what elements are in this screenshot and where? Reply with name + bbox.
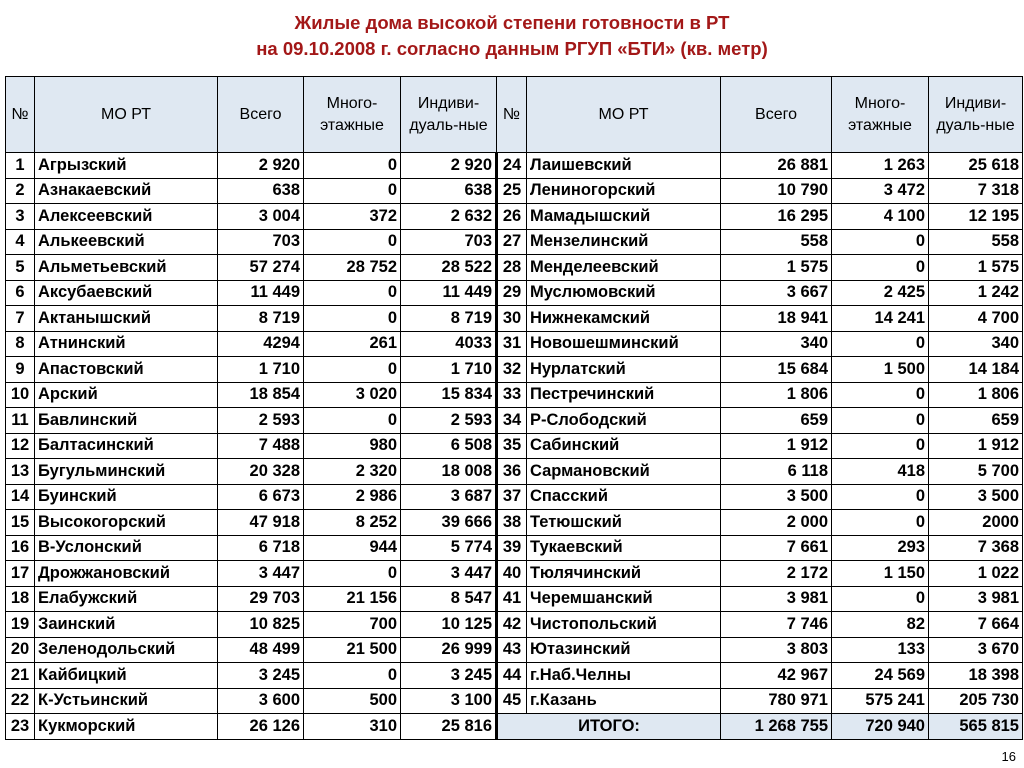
- total-value: 16 295: [721, 204, 832, 230]
- district-name: Бавлинский: [35, 408, 218, 434]
- multi-value: 944: [304, 535, 401, 561]
- district-name: Альметьевский: [35, 255, 218, 281]
- multi-value: 2 425: [832, 280, 929, 306]
- header-total: Всего: [721, 77, 832, 153]
- table-row: [6, 535, 1023, 561]
- table-row: [6, 561, 1023, 587]
- total-value: 638: [218, 178, 304, 204]
- total-value: 2 920: [218, 153, 304, 179]
- indiv-value: 3 981: [929, 586, 1023, 612]
- district-name: Сабинский: [527, 433, 721, 459]
- indiv-value: 3 100: [401, 688, 497, 714]
- multi-value: 261: [304, 331, 401, 357]
- total-value: 29 703: [218, 586, 304, 612]
- row-number: 18: [6, 586, 35, 612]
- total-value: 10 825: [218, 612, 304, 638]
- total-value: 340: [721, 331, 832, 357]
- grand-indiv-value: 565 815: [929, 714, 1023, 740]
- header-no: №: [497, 77, 527, 153]
- indiv-value: 10 125: [401, 612, 497, 638]
- indiv-value: 5 774: [401, 535, 497, 561]
- indiv-value: 659: [929, 408, 1023, 434]
- table-row: [6, 357, 1023, 383]
- row-number: 11: [6, 408, 35, 434]
- total-value: 20 328: [218, 459, 304, 485]
- table-row: [6, 612, 1023, 638]
- district-name: Р-Слободский: [527, 408, 721, 434]
- total-value: 6 718: [218, 535, 304, 561]
- row-number: 5: [6, 255, 35, 281]
- multi-value: 1 150: [832, 561, 929, 587]
- indiv-value: 703: [401, 229, 497, 255]
- table-row: [6, 229, 1023, 255]
- total-value: 659: [721, 408, 832, 434]
- indiv-value: 8 547: [401, 586, 497, 612]
- multi-value: 0: [304, 153, 401, 179]
- row-number: 1: [6, 153, 35, 179]
- multi-value: 0: [832, 510, 929, 536]
- total-value: 2 000: [721, 510, 832, 536]
- multi-value: 575 241: [832, 688, 929, 714]
- district-name: Дрожжановский: [35, 561, 218, 587]
- row-number: 17: [6, 561, 35, 587]
- row-number: 19: [6, 612, 35, 638]
- district-name: Тюлячинский: [527, 561, 721, 587]
- table-row: [6, 204, 1023, 230]
- multi-value: 0: [304, 280, 401, 306]
- row-number: 45: [497, 688, 527, 714]
- row-number: 2: [6, 178, 35, 204]
- total-value: 3 667: [721, 280, 832, 306]
- row-number: 10: [6, 382, 35, 408]
- total-value: 6 673: [218, 484, 304, 510]
- row-number: 34: [497, 408, 527, 434]
- row-number: 15: [6, 510, 35, 536]
- header-row: [6, 77, 1023, 153]
- table-row: [6, 459, 1023, 485]
- row-number: 27: [497, 229, 527, 255]
- title-line-2: на 09.10.2008 г. согласно данным РГУП «БТИ» (кв. метр): [256, 38, 768, 59]
- multi-value: 8 252: [304, 510, 401, 536]
- multi-value: 0: [832, 433, 929, 459]
- indiv-value: 1 022: [929, 561, 1023, 587]
- district-name: Арский: [35, 382, 218, 408]
- total-value: 3 447: [218, 561, 304, 587]
- multi-value: 0: [832, 586, 929, 612]
- multi-value: 0: [832, 255, 929, 281]
- district-name: Ютазинский: [527, 637, 721, 663]
- header-mo: МО РТ: [527, 77, 721, 153]
- indiv-value: 2 632: [401, 204, 497, 230]
- total-value: 26 881: [721, 153, 832, 179]
- district-name: г.Наб.Челны: [527, 663, 721, 689]
- multi-value: 133: [832, 637, 929, 663]
- district-name: Буинский: [35, 484, 218, 510]
- header-indiv: Индиви-дуаль-ные: [929, 77, 1023, 153]
- title-line-1: Жилые дома высокой степени готовности в РТ: [294, 12, 730, 33]
- total-value: 3 245: [218, 663, 304, 689]
- district-name: Тетюшский: [527, 510, 721, 536]
- row-number: 9: [6, 357, 35, 383]
- row-number: 24: [497, 153, 527, 179]
- district-name: Нижнекамский: [527, 306, 721, 332]
- total-value: 26 126: [218, 714, 304, 740]
- indiv-value: 340: [929, 331, 1023, 357]
- district-name: Заинский: [35, 612, 218, 638]
- multi-value: 0: [832, 229, 929, 255]
- indiv-value: 25 816: [401, 714, 497, 740]
- indiv-value: 25 618: [929, 153, 1023, 179]
- indiv-value: 8 719: [401, 306, 497, 332]
- multi-value: 0: [304, 663, 401, 689]
- row-number: 3: [6, 204, 35, 230]
- total-value: 57 274: [218, 255, 304, 281]
- indiv-value: 205 730: [929, 688, 1023, 714]
- header-multi: Много-этажные: [304, 77, 401, 153]
- district-name: Зеленодольский: [35, 637, 218, 663]
- table-row-total: [6, 714, 1023, 740]
- row-number: 31: [497, 331, 527, 357]
- total-value: 8 719: [218, 306, 304, 332]
- indiv-value: 39 666: [401, 510, 497, 536]
- district-name: Кукморский: [35, 714, 218, 740]
- district-name: Новошешминский: [527, 331, 721, 357]
- district-name: Азнакаевский: [35, 178, 218, 204]
- district-name: Пестречинский: [527, 382, 721, 408]
- indiv-value: 1 575: [929, 255, 1023, 281]
- multi-value: 21 500: [304, 637, 401, 663]
- row-number: 40: [497, 561, 527, 587]
- multi-value: 3 472: [832, 178, 929, 204]
- multi-value: 980: [304, 433, 401, 459]
- total-value: 6 118: [721, 459, 832, 485]
- total-value: 3 600: [218, 688, 304, 714]
- indiv-value: 7 664: [929, 612, 1023, 638]
- total-value: 42 967: [721, 663, 832, 689]
- table-row: [6, 586, 1023, 612]
- table-row: [6, 408, 1023, 434]
- district-name: Атнинский: [35, 331, 218, 357]
- indiv-value: 28 522: [401, 255, 497, 281]
- multi-value: 372: [304, 204, 401, 230]
- indiv-value: 18 008: [401, 459, 497, 485]
- indiv-value: 15 834: [401, 382, 497, 408]
- multi-value: 2 320: [304, 459, 401, 485]
- indiv-value: 3 245: [401, 663, 497, 689]
- district-name: Мамадышский: [527, 204, 721, 230]
- total-value: 3 004: [218, 204, 304, 230]
- table-row: [6, 433, 1023, 459]
- district-name: Лениногорский: [527, 178, 721, 204]
- total-value: 558: [721, 229, 832, 255]
- table-row: [6, 306, 1023, 332]
- table-row: [6, 382, 1023, 408]
- table-body: [6, 153, 1023, 740]
- total-value: 2 172: [721, 561, 832, 587]
- indiv-value: 18 398: [929, 663, 1023, 689]
- row-number: 28: [497, 255, 527, 281]
- indiv-value: 1 806: [929, 382, 1023, 408]
- total-value: 7 661: [721, 535, 832, 561]
- table-row: [6, 331, 1023, 357]
- header-mo: МО РТ: [35, 77, 218, 153]
- row-number: 13: [6, 459, 35, 485]
- indiv-value: 12 195: [929, 204, 1023, 230]
- row-number: 6: [6, 280, 35, 306]
- district-name: В-Услонский: [35, 535, 218, 561]
- district-name: Мензелинский: [527, 229, 721, 255]
- multi-value: 82: [832, 612, 929, 638]
- table-row: [6, 153, 1023, 179]
- district-name: г.Казань: [527, 688, 721, 714]
- header-no: №: [6, 77, 35, 153]
- total-value: 2 593: [218, 408, 304, 434]
- total-value: 47 918: [218, 510, 304, 536]
- grand-total-value: 1 268 755: [721, 714, 832, 740]
- indiv-value: 7 368: [929, 535, 1023, 561]
- table-row: [6, 178, 1023, 204]
- multi-value: 0: [832, 382, 929, 408]
- row-number: 38: [497, 510, 527, 536]
- indiv-value: 2 920: [401, 153, 497, 179]
- table-row: [6, 510, 1023, 536]
- indiv-value: 7 318: [929, 178, 1023, 204]
- row-number: 7: [6, 306, 35, 332]
- row-number: 26: [497, 204, 527, 230]
- total-value: 1 710: [218, 357, 304, 383]
- housing-table: [5, 76, 1023, 740]
- district-name: Алексеевский: [35, 204, 218, 230]
- total-value: 1 912: [721, 433, 832, 459]
- total-value: 703: [218, 229, 304, 255]
- header-multi: Много-этажные: [832, 77, 929, 153]
- indiv-value: 3 670: [929, 637, 1023, 663]
- indiv-value: 3 687: [401, 484, 497, 510]
- district-name: Елабужский: [35, 586, 218, 612]
- indiv-value: 638: [401, 178, 497, 204]
- total-value: 7 488: [218, 433, 304, 459]
- grand-multi-value: 720 940: [832, 714, 929, 740]
- total-value: 10 790: [721, 178, 832, 204]
- indiv-value: 1 912: [929, 433, 1023, 459]
- multi-value: 4 100: [832, 204, 929, 230]
- indiv-value: 6 508: [401, 433, 497, 459]
- multi-value: 0: [304, 178, 401, 204]
- multi-value: 1 263: [832, 153, 929, 179]
- total-value: 4294: [218, 331, 304, 357]
- total-value: 18 941: [721, 306, 832, 332]
- indiv-value: 1 242: [929, 280, 1023, 306]
- multi-value: 0: [832, 331, 929, 357]
- district-name: К-Устьинский: [35, 688, 218, 714]
- total-value: 15 684: [721, 357, 832, 383]
- row-number: 33: [497, 382, 527, 408]
- district-name: Спасский: [527, 484, 721, 510]
- row-number: 35: [497, 433, 527, 459]
- row-number: 16: [6, 535, 35, 561]
- row-number: 21: [6, 663, 35, 689]
- district-name: Аксубаевский: [35, 280, 218, 306]
- multi-value: 3 020: [304, 382, 401, 408]
- district-name: Балтасинский: [35, 433, 218, 459]
- indiv-value: 26 999: [401, 637, 497, 663]
- multi-value: 293: [832, 535, 929, 561]
- district-name: Менделеевский: [527, 255, 721, 281]
- total-value: 11 449: [218, 280, 304, 306]
- multi-value: 500: [304, 688, 401, 714]
- indiv-value: 558: [929, 229, 1023, 255]
- total-value: 1 806: [721, 382, 832, 408]
- indiv-value: 4 700: [929, 306, 1023, 332]
- table-row: [6, 484, 1023, 510]
- row-number: 22: [6, 688, 35, 714]
- header-total: Всего: [218, 77, 304, 153]
- row-number: 4: [6, 229, 35, 255]
- indiv-value: 3 500: [929, 484, 1023, 510]
- district-name: Апастовский: [35, 357, 218, 383]
- multi-value: 310: [304, 714, 401, 740]
- row-number: 44: [497, 663, 527, 689]
- total-value: 7 746: [721, 612, 832, 638]
- row-number: 37: [497, 484, 527, 510]
- total-value: 1 575: [721, 255, 832, 281]
- district-name: Тукаевский: [527, 535, 721, 561]
- multi-value: 2 986: [304, 484, 401, 510]
- row-number: 32: [497, 357, 527, 383]
- row-number: 20: [6, 637, 35, 663]
- multi-value: 0: [304, 357, 401, 383]
- total-value: 780 971: [721, 688, 832, 714]
- row-number: 41: [497, 586, 527, 612]
- multi-value: 700: [304, 612, 401, 638]
- district-name: Актанышский: [35, 306, 218, 332]
- indiv-value: 11 449: [401, 280, 497, 306]
- total-value: 48 499: [218, 637, 304, 663]
- multi-value: 1 500: [832, 357, 929, 383]
- multi-value: 24 569: [832, 663, 929, 689]
- district-name: Нурлатский: [527, 357, 721, 383]
- multi-value: 0: [832, 484, 929, 510]
- row-number: 42: [497, 612, 527, 638]
- district-name: Высокогорский: [35, 510, 218, 536]
- row-number: 25: [497, 178, 527, 204]
- slide-title: [0, 10, 1024, 62]
- district-name: Бугульминский: [35, 459, 218, 485]
- multi-value: 28 752: [304, 255, 401, 281]
- multi-value: 0: [304, 408, 401, 434]
- multi-value: 0: [832, 408, 929, 434]
- table-row: [6, 688, 1023, 714]
- row-number: 30: [497, 306, 527, 332]
- multi-value: 418: [832, 459, 929, 485]
- indiv-value: 3 447: [401, 561, 497, 587]
- district-name: Кайбицкий: [35, 663, 218, 689]
- district-name: Лаишевский: [527, 153, 721, 179]
- table-row: [6, 637, 1023, 663]
- indiv-value: 5 700: [929, 459, 1023, 485]
- page-number: 16: [1001, 749, 1016, 764]
- multi-value: 21 156: [304, 586, 401, 612]
- multi-value: 0: [304, 229, 401, 255]
- row-number: 29: [497, 280, 527, 306]
- indiv-value: 2 593: [401, 408, 497, 434]
- row-number: 23: [6, 714, 35, 740]
- total-value: 18 854: [218, 382, 304, 408]
- table-row: [6, 663, 1023, 689]
- row-number: 12: [6, 433, 35, 459]
- total-value: 3 981: [721, 586, 832, 612]
- row-number: 8: [6, 331, 35, 357]
- multi-value: 0: [304, 306, 401, 332]
- table-row: [6, 255, 1023, 281]
- indiv-value: 14 184: [929, 357, 1023, 383]
- multi-value: 0: [304, 561, 401, 587]
- row-number: 14: [6, 484, 35, 510]
- total-value: 3 803: [721, 637, 832, 663]
- total-label: ИТОГО:: [497, 714, 721, 740]
- district-name: Черемшанский: [527, 586, 721, 612]
- row-number: 39: [497, 535, 527, 561]
- district-name: Сармановский: [527, 459, 721, 485]
- multi-value: 14 241: [832, 306, 929, 332]
- row-number: 43: [497, 637, 527, 663]
- total-value: 3 500: [721, 484, 832, 510]
- indiv-value: 2000: [929, 510, 1023, 536]
- district-name: Алькеевский: [35, 229, 218, 255]
- table-row: [6, 280, 1023, 306]
- district-name: Чистопольский: [527, 612, 721, 638]
- row-number: 36: [497, 459, 527, 485]
- indiv-value: 1 710: [401, 357, 497, 383]
- district-name: Муслюмовский: [527, 280, 721, 306]
- indiv-value: 4033: [401, 331, 497, 357]
- district-name: Агрызский: [35, 153, 218, 179]
- header-indiv: Индиви-дуаль-ные: [401, 77, 497, 153]
